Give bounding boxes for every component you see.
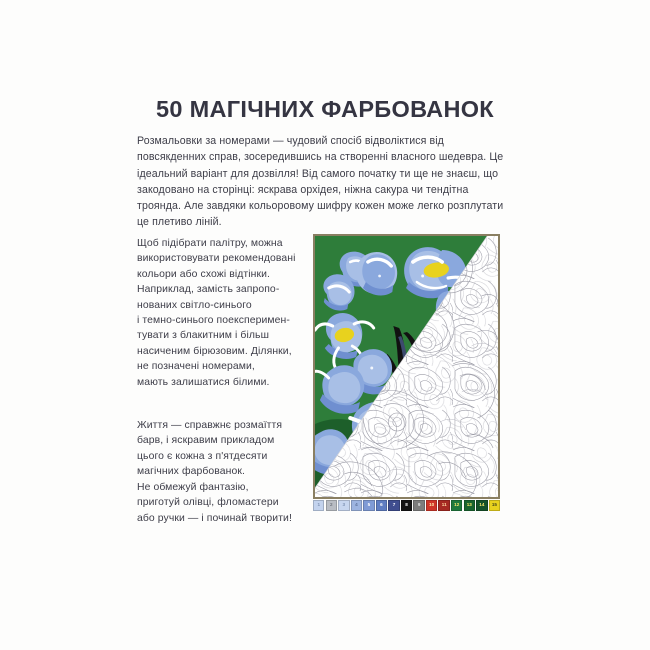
text-line: барв, і яскравим прикладом: [137, 435, 275, 447]
color-swatch-number: 5: [367, 502, 371, 508]
color-swatch-2: [326, 500, 337, 511]
color-swatch-11: [438, 500, 449, 511]
text-line: нованих світло-синього: [137, 299, 252, 311]
color-swatch-number: 2: [329, 502, 333, 508]
color-swatch-10: [426, 500, 437, 511]
text-line: використовувати рекомендовані: [137, 253, 296, 265]
color-swatch-8: [401, 500, 412, 511]
illustration-container: [313, 234, 500, 499]
page-title: 50 МАГІЧНИХ ФАРБОВАНОК: [156, 96, 494, 122]
color-swatch-7: [388, 500, 399, 511]
intro-paragraph: Розмальовки за номерами — чудовий спосіб відволіктися від повсякденних справ, зосередившись на створенні власного шедевра. Це ідеальний варіант для дозвілля! Від самого початку ти ще не знаєш, що закодовано на сторінці: яскрава орхідея, ніжна сакура чи тендітна троянда. Але завдяки кольоровому шифру кожен може легко розплутати це плетиво ліній.: [137, 135, 504, 229]
color-swatch-number: 6: [380, 502, 383, 508]
color-swatch-14: [476, 500, 487, 511]
illustration-frame: [313, 234, 500, 499]
text-line: Життя — справжнє розмаїття: [137, 420, 283, 432]
color-swatch-number: 4: [355, 502, 358, 508]
color-swatch-number: 13: [466, 502, 472, 508]
color-swatch-number: 8: [405, 502, 408, 508]
color-swatch-6: [376, 500, 387, 511]
color-swatch-3: [338, 500, 349, 511]
text-line: або ручки — і починай творити!: [137, 512, 292, 524]
text-line: Наприклад, замість запропо-: [137, 284, 280, 296]
color-palette-strip: [313, 500, 500, 511]
text-line: цього є кожна з п'ятдесяти: [137, 450, 268, 462]
color-swatch-number: 7: [392, 502, 396, 508]
text-line: Не обмежуй фантазію,: [137, 481, 249, 493]
color-swatch-9: [413, 500, 424, 511]
color-swatch-number: 10: [429, 502, 435, 508]
text-line: мають залишатися білими.: [137, 376, 270, 388]
color-swatch-number: 11: [441, 502, 447, 508]
color-swatch-number: 12: [454, 502, 460, 508]
text-line: тувати з блакитним і більш: [137, 330, 270, 342]
color-swatch-number: 1: [317, 502, 320, 508]
color-swatch-number: 15: [491, 502, 497, 508]
text-line: Щоб підібрати палітру, можна: [137, 238, 283, 249]
color-swatch-number: 9: [417, 502, 421, 508]
color-swatch-5: [363, 500, 374, 511]
text-line: насиченим бірюзовим. Ділянки,: [137, 345, 292, 357]
color-swatch-15: [489, 500, 500, 511]
text-line: магічних фарбованок.: [137, 466, 246, 478]
color-swatch-12: [451, 500, 462, 511]
color-swatch-number: 3: [342, 502, 346, 508]
color-swatch-13: [464, 500, 475, 511]
text-line: приготуй олівці, фломастери: [137, 497, 279, 509]
left-text-column: [137, 236, 307, 526]
text-line: і темно-синього поексперимен-: [137, 315, 290, 327]
color-swatch-1: [313, 500, 324, 511]
color-swatch-number: 14: [479, 502, 485, 508]
left-paragraph-2: [137, 418, 307, 526]
paint-by-numbers-artwork: [315, 236, 498, 497]
left-paragraph-1: [137, 236, 307, 390]
text-line: не позначені номерами,: [137, 361, 255, 373]
text-line: кольори або схожі відтінки.: [137, 268, 271, 280]
color-swatch-4: [351, 500, 362, 511]
